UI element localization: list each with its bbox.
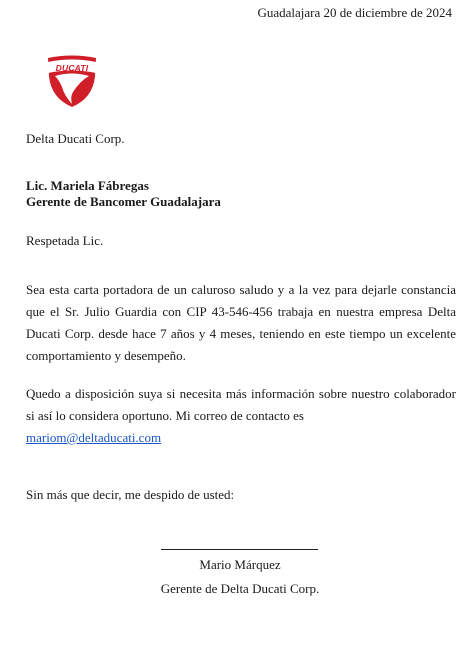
signer-title: Gerente de Delta Ducati Corp. xyxy=(160,581,320,596)
signer-name: Mario Márquez xyxy=(199,557,281,572)
ducati-logo xyxy=(46,54,98,108)
closing-line: Sin más que decir, me despido de usted: xyxy=(26,487,235,502)
recipient-title: Gerente de Bancomer Guadalajara xyxy=(26,194,221,209)
recipient-block xyxy=(26,178,456,210)
ducati-logo-text: DUCATI xyxy=(55,63,89,73)
signature-line xyxy=(161,549,318,550)
recipient-name: Lic. Mariela Fábregas xyxy=(26,178,149,193)
body-paragraph-2 xyxy=(26,383,456,449)
email-link[interactable]: mariom@deltaducati.com xyxy=(26,430,162,445)
greeting: Respetada Lic. xyxy=(26,233,104,248)
body-paragraph-2-text: Quedo a disposición suya si necesita más información sobre nuestro colaborador si así lo considera oportuno. Mi correo de contacto es xyxy=(26,386,456,423)
letter-date: Guadalajara 20 de diciembre de 2024 xyxy=(257,5,452,20)
sender-company: Delta Ducati Corp. xyxy=(26,131,125,146)
body-paragraph-1: Sea esta carta portadora de un caluroso saludo y a la vez para dejarle constancia que el Sr. Julio Guardia con CIP 43-546-456 trabaja en nuestra empresa Delta Ducati Corp. desde hace 7 años y 4 meses, teniendo en este tiempo un excelente comportamiento y desempeño. xyxy=(26,282,456,363)
